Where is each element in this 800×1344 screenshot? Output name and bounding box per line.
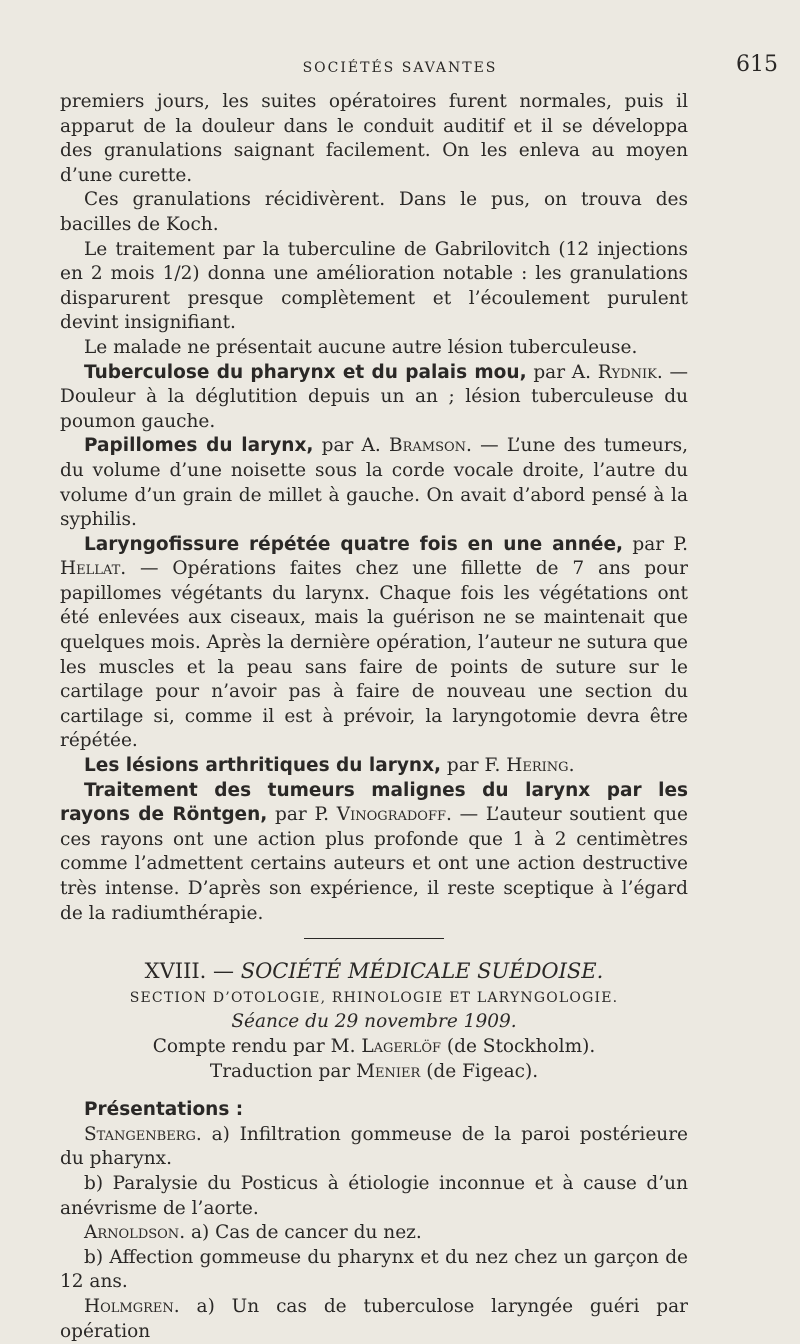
entry-title: Tuberculose du pharynx et du palais mou, xyxy=(84,361,527,383)
entry-hering: Les lésions arthritiques du larynx, par F. Hering. xyxy=(84,755,575,777)
presentation-stangenberg: Stangenberg. a) Infiltration gommeuse de la paroi postérieure du pharynx. xyxy=(60,1123,688,1170)
section-title: XVIII. — SOCIÉTÉ MÉDICALE SUÉDOISE. xyxy=(144,959,604,984)
report-credit: Compte rendu par M. Lagerlöf (de Stockholm). xyxy=(152,1035,596,1057)
entry-bramson: Papillomes du larynx, par A. Bramson. — L’une des tumeurs, du volume d’une noisette sous la corde vocale droite, l’autre du volume d’un grain de millet à gauche. On avait d’abord pensé à la syphilis. xyxy=(60,435,688,531)
entry-hellat: Laryngofissure répétée quatre fois en une année, par P. Hellat. — Opérations faites chez une fillette de 7 ans pour papillomes végétants du larynx. Chaque fois les végétations ont été enlevées aux ciseaux, mais la guérison ne se maintenait que quelques mois. Après la dernière opération, l’auteur ne sutura que les muscles et la peau sans faire de points de suture sur le cartilage pour n’avoir pas à faire de nouveau une section du cartilage si, comme il est à prévoir, la laryngotomie devra être répétée. xyxy=(60,533,688,752)
presentations-heading: Présentations : xyxy=(84,1099,244,1121)
author-name: Holmgren xyxy=(84,1295,174,1317)
author-name: Stangenberg xyxy=(84,1123,196,1145)
presentation-item: b) Paralysie du Posticus à étiologie inconnue et à cause d’un anévrisme de l’aorte. xyxy=(60,1172,688,1219)
entry-title: Papillomes du larynx, xyxy=(84,435,314,457)
page-header xyxy=(0,52,800,82)
presentation-item: b) Affection gommeuse du pharynx et du nez chez un garçon de 12 ans. xyxy=(60,1246,688,1293)
running-title: SOCIÉTÉS SAVANTES xyxy=(302,60,498,76)
presentation-holmgren: Holmgren. a) Un cas de tuberculose laryngée guéri par opération xyxy=(60,1295,688,1342)
spacer xyxy=(60,1084,688,1098)
section-divider xyxy=(304,938,444,939)
entry-title: Les lésions arthritiques du larynx, xyxy=(84,755,442,777)
author-name: Hering xyxy=(506,755,569,777)
page-body xyxy=(60,90,688,1344)
author-name: Arnoldson xyxy=(84,1222,180,1244)
entry-rydnik: Tuberculose du pharynx et du palais mou, par A. Rydnik. — Douleur à la déglutition depuis un an ; lésion tuberculeuse du poumon gauche. xyxy=(60,361,688,432)
paragraph: Le traitement par la tuberculine de Gabrilovitch (12 injections en 2 mois 1/2) donna une amélioration notable : les granulations disparurent presque complètement et l’écoulement purulent devint insignifiant. xyxy=(60,238,688,334)
entry-title: Traitement des tumeurs malignes du larynx par les rayons de Röntgen, xyxy=(60,779,688,826)
entry-vinogradoff: Traitement des tumeurs malignes du larynx par les rayons de Röntgen, par P. Vinogradoff. — L’auteur soutient que ces rayons ont une action plus profonde que 1 à 2 centimètres comme l’admettent certains auteurs et ont une action destructive très intense. D’après son expérience, il reste sceptique à l’égard de la radiumthérapie. xyxy=(60,779,688,924)
paragraph: premiers jours, les suites opératoires furent normales, puis il apparut de la douleur dans le conduit auditif et il se développa des granulations saignant facilement. On les enleva au moyen d’une curette. xyxy=(60,91,688,186)
translation-credit: Traduction par Menier (de Figeac). xyxy=(209,1060,539,1082)
author-name: Rydnik xyxy=(597,361,657,383)
section-subtitle: SECTION D’OTOLOGIE, RHINOLOGIE ET LARYNGOLOGIE. xyxy=(129,989,619,1006)
paragraph: Le malade ne présentait aucune autre lésion tuberculeuse. xyxy=(84,336,638,358)
author-name: Hellat xyxy=(60,558,121,580)
author-name: Vinogradoff xyxy=(336,804,446,826)
session-date: Séance du 29 novembre 1909. xyxy=(231,1011,517,1033)
author-name: Bramson xyxy=(389,435,467,457)
presentation-arnoldson: Arnoldson. a) Cas de cancer du nez. xyxy=(84,1222,422,1244)
page-number: 615 xyxy=(736,52,778,77)
entry-title: Laryngofissure répétée quatre fois en une année, xyxy=(84,533,624,555)
paragraph: Ces granulations récidivèrent. Dans le pus, on trouva des bacilles de Koch. xyxy=(60,189,688,235)
